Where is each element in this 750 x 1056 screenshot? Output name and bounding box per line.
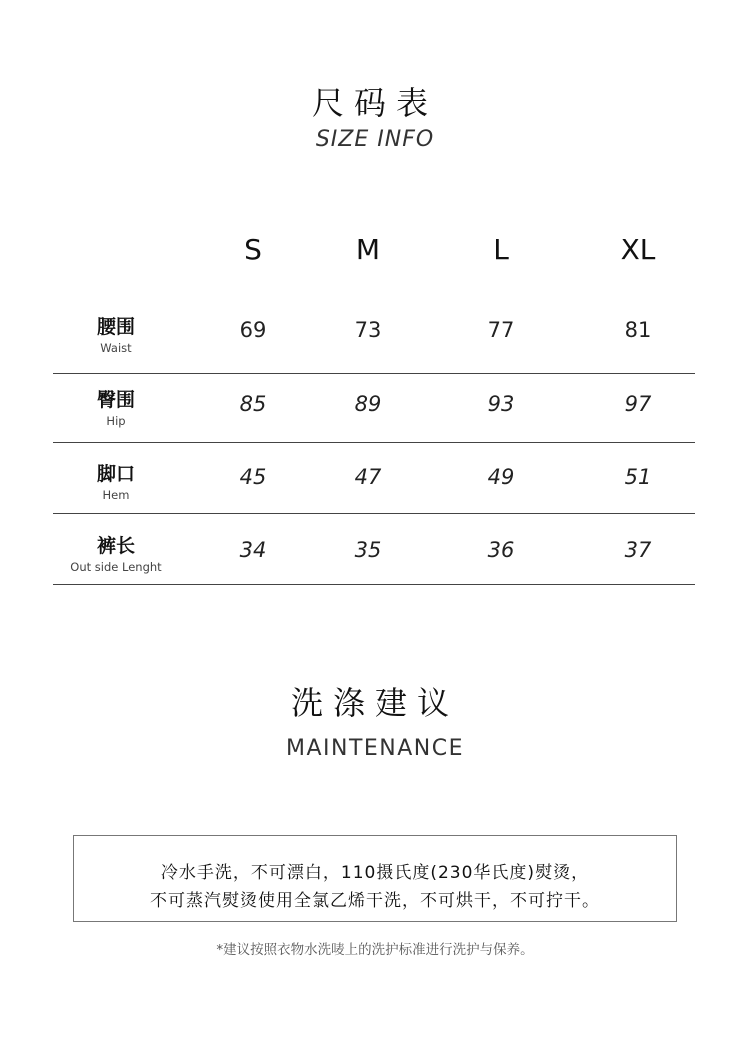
size-header-l: L — [493, 233, 509, 266]
row-divider — [53, 442, 695, 443]
table-cell: 49 — [487, 465, 515, 489]
table-cell: 34 — [239, 538, 267, 562]
maintenance-subtitle: MAINTENANCE — [285, 736, 465, 761]
table-cell: 45 — [239, 465, 267, 489]
size-header-s: S — [244, 233, 262, 266]
table-cell: 51 — [624, 465, 652, 489]
size-header-xl: XL — [620, 233, 656, 266]
row-label-cn: 脚口 — [96, 463, 135, 485]
table-cell: 97 — [624, 392, 652, 416]
table-cell: 35 — [354, 538, 382, 562]
size-chart-title: 尺码表 — [311, 84, 438, 122]
table-cell: 89 — [354, 392, 382, 416]
maintenance-title: 洗涤建议 — [290, 684, 459, 722]
table-cell: 37 — [624, 538, 652, 562]
table-cell: 81 — [624, 318, 652, 342]
table-cell: 73 — [354, 318, 382, 342]
table-cell: 69 — [239, 318, 267, 342]
table-cell: 77 — [487, 318, 515, 342]
care-line: 冷水手洗，不可漂白，110摄氏度(230华氏度)熨烫， — [160, 863, 590, 883]
care-note: *建议按照衣物水洗唛上的洗护标准进行洗护与保养。 — [216, 942, 534, 958]
row-label-en: Hem — [102, 488, 130, 502]
care-instructions-box — [73, 835, 677, 922]
row-label-en: Hip — [106, 414, 126, 428]
row-label-hip — [53, 389, 179, 429]
row-divider — [53, 584, 695, 585]
size-header-m: M — [355, 233, 381, 266]
row-divider — [53, 373, 695, 374]
care-line: 不可蒸汽熨烫使用全氯乙烯干洗，不可烘干，不可拧干。 — [150, 891, 600, 911]
row-label-waist — [53, 316, 179, 356]
row-label-length — [53, 535, 179, 575]
row-label-en: Waist — [100, 341, 132, 355]
row-divider — [53, 513, 695, 514]
table-cell: 36 — [487, 538, 515, 562]
row-label-cn: 腰围 — [96, 316, 135, 338]
row-label-cn: 裤长 — [96, 535, 135, 557]
row-label-cn: 臀围 — [96, 389, 135, 411]
table-cell: 47 — [354, 465, 382, 489]
table-cell: 85 — [239, 392, 267, 416]
row-label-en: Out side Lenght — [70, 560, 162, 574]
table-cell: 93 — [487, 392, 515, 416]
size-chart-subtitle: SIZE INFO — [315, 127, 435, 152]
row-label-hem — [53, 463, 179, 503]
